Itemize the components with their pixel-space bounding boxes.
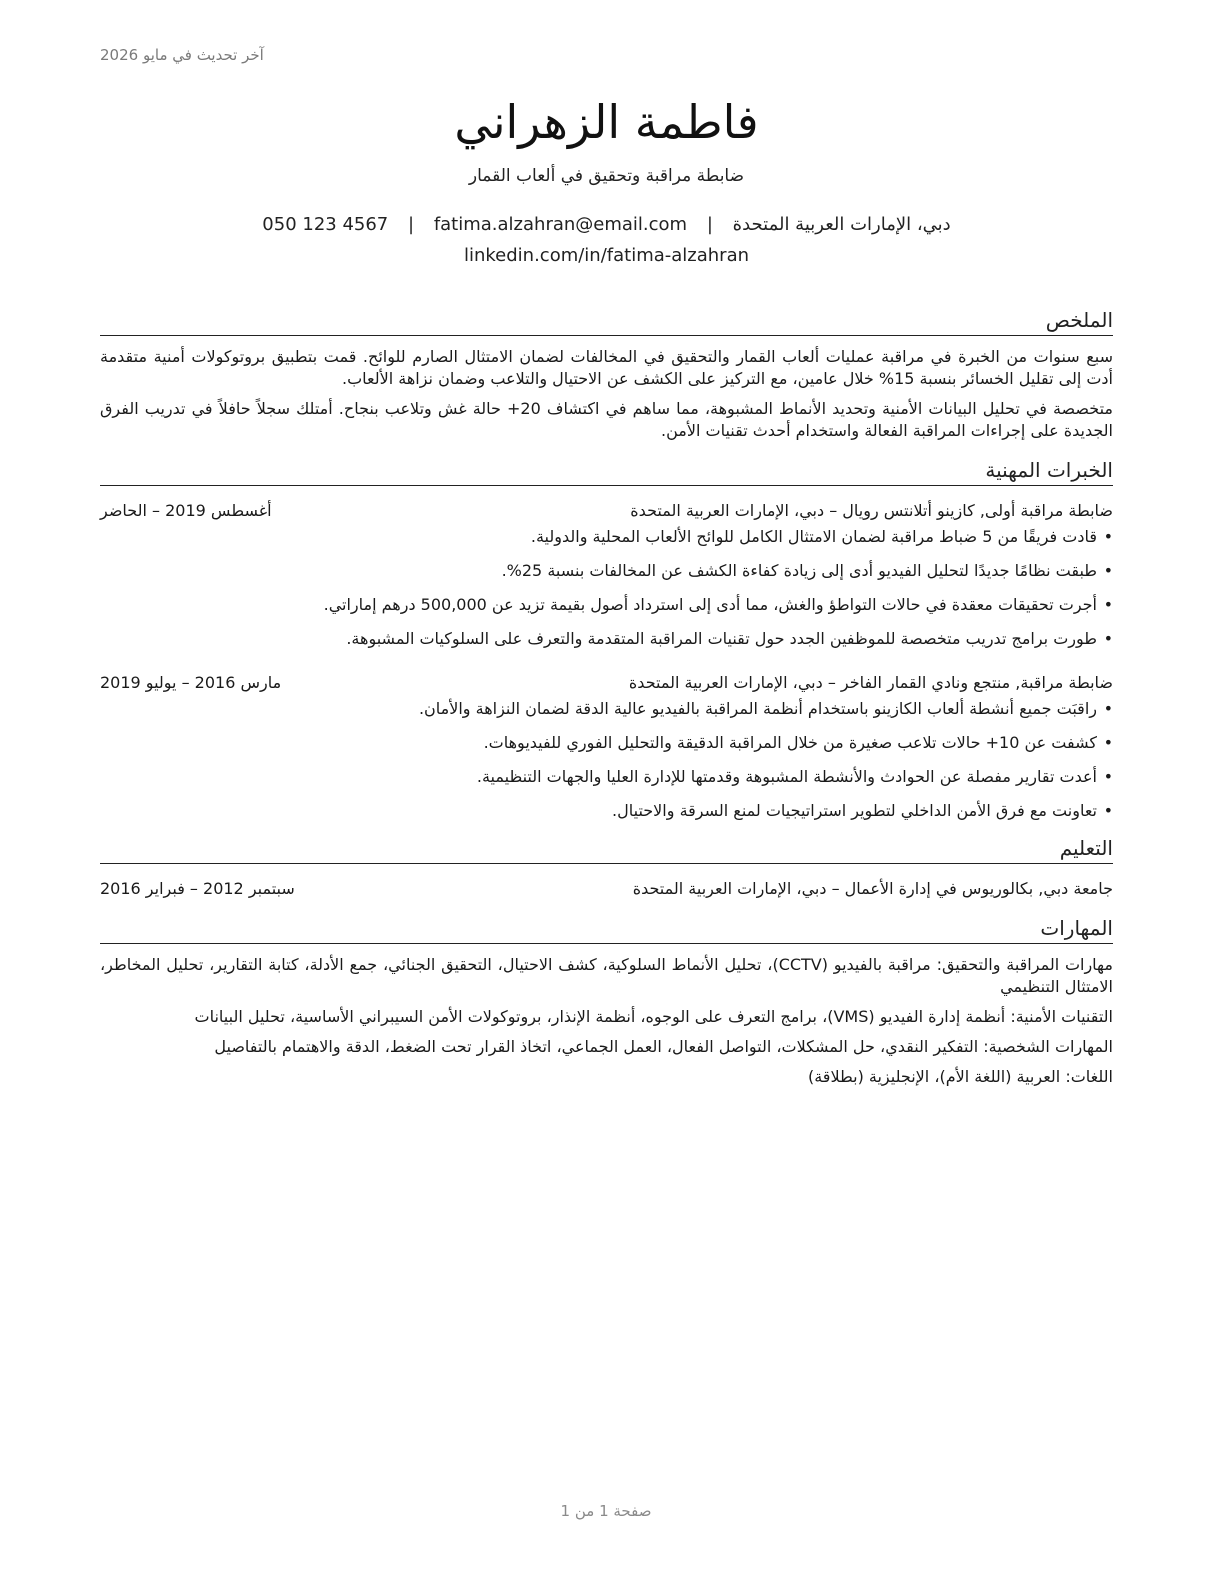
education-section bbox=[100, 834, 1113, 900]
contact-email[interactable]: fatima.alzahran@email.com bbox=[433, 214, 688, 235]
list-item: • طورت برامج تدريب متخصصة للموظفين الجدد حول تقنيات المراقبة المتقدمة والتعرف على السلوكيات المشبوهة. bbox=[100, 628, 1113, 650]
contact-separator: | bbox=[706, 214, 713, 235]
skills-section bbox=[100, 914, 1113, 1088]
list-item: • تعاونت مع فرق الأمن الداخلي لتطوير استراتيجيات لمنع السرقة والاحتيال. bbox=[100, 800, 1113, 822]
job-header bbox=[100, 672, 1113, 694]
list-item: • كشفت عن 10+ حالات تلاعب صغيرة من خلال المراقبة الدقيقة والتحليل الفوري للفيديوهات. bbox=[100, 732, 1113, 754]
job-headline: ضابطة مراقبة وتحقيق في ألعاب القمار bbox=[468, 166, 745, 186]
list-item: • راقبَت جميع أنشطة ألعاب الكازينو باستخدام أنظمة المراقبة بالفيديو عالية الدقة لضمان النزاهة والأمان. bbox=[100, 698, 1113, 720]
skills-line: التقنيات الأمنية: أنظمة إدارة الفيديو (VMS)، برامج التعرف على الوجوه، أنظمة الإنذار، بروتوكولات الأمن السيبراني الأساسية، تحليل البيانات bbox=[194, 1007, 1113, 1026]
contact-line bbox=[100, 214, 1113, 235]
section-title-summary: الملخص bbox=[100, 306, 1113, 336]
job-bullets bbox=[100, 526, 1113, 650]
section-title-skills: المهارات bbox=[100, 914, 1113, 944]
resume-page bbox=[100, 0, 1113, 1088]
summary-paragraph: سبع سنوات من الخبرة في مراقبة عمليات ألعاب القمار والتحقيق في المخالفات لضمان الامتثال الصارم للوائح. قمت بتطبيق بروتوكولات أمنية متقدمة أدت إلى تقليل الخسائر بنسبة 15% خلال عامين، مع التركيز على الكشف عن الاحتيال والتلاعب وضمان نزاهة الألعاب. bbox=[100, 347, 1113, 388]
job-entry bbox=[100, 500, 1113, 650]
skills-line: مهارات المراقبة والتحقيق: مراقبة بالفيديو (CCTV)، تحليل الأنماط السلوكية، كشف الاحتيال، التحقيق الجنائي، جمع الأدلة، كتابة التقارير، تحليل المخاطر، الامتثال التنظيمي bbox=[100, 955, 1114, 996]
list-item: • طبقت نظامًا جديدًا لتحليل الفيديو أدى إلى زيادة كفاءة الكشف عن المخالفات بنسبة 25%. bbox=[100, 560, 1113, 582]
education-heading: جامعة دبي, بكالوريوس في إدارة الأعمال – دبي، الإمارات العربية المتحدة bbox=[632, 879, 1113, 898]
skills-line: المهارات الشخصية: التفكير النقدي، حل المشكلات، التواصل الفعال، العمل الجماعي، اتخاذ القرار تحت الضغط، الدقة والاهتمام بالتفاصيل bbox=[214, 1037, 1113, 1056]
job-dates: مارس 2016 – يوليو 2019 bbox=[100, 673, 282, 692]
job-heading: ضابطة مراقبة أولى, كازينو أتلانتس رويال – دبي، الإمارات العربية المتحدة bbox=[630, 501, 1113, 520]
contact-phone: 050 123 4567 bbox=[262, 214, 389, 235]
job-heading: ضابطة مراقبة, منتجع ونادي القمار الفاخر – دبي، الإمارات العربية المتحدة bbox=[628, 673, 1113, 692]
linkedin-link[interactable]: linkedin.com/in/fatima-alzahran bbox=[463, 245, 750, 266]
job-entry bbox=[100, 672, 1113, 822]
list-item: • أجرت تحقيقات معقدة في حالات التواطؤ والغش، مما أدى إلى استرداد أصول بقيمة تزيد عن 500,000 درهم إماراتي. bbox=[100, 594, 1113, 616]
job-dates: أغسطس 2019 – الحاضر bbox=[100, 501, 272, 520]
candidate-name: فاطمة الزهراني bbox=[454, 95, 759, 149]
section-title-experience: الخبرات المهنية bbox=[100, 456, 1113, 486]
summary-section bbox=[100, 306, 1113, 442]
list-item: • قادت فريقًا من 5 ضباط مراقبة لضمان الامتثال الكامل للوائح الألعاب المحلية والدولية. bbox=[100, 526, 1113, 548]
job-header bbox=[100, 500, 1113, 522]
contact-location: دبي، الإمارات العربية المتحدة bbox=[732, 214, 951, 235]
summary-paragraph: متخصصة في تحليل البيانات الأمنية وتحديد الأنماط المشبوهة، مما ساهم في اكتشاف 20+ حالة غش وتلاعب بنجاح. أمتلك سجلاً حافلاً في تدريب الفرق الجديدة على إجراءات المراقبة الفعالة واستخدام أحدث تقنيات الأمن. bbox=[100, 399, 1113, 440]
job-bullets bbox=[100, 698, 1113, 822]
education-dates: سبتمبر 2012 – فبراير 2016 bbox=[100, 879, 295, 898]
skills-line: اللغات: العربية (اللغة الأم)، الإنجليزية (بطلاقة) bbox=[807, 1067, 1113, 1086]
page-number: صفحة 1 من 1 bbox=[560, 1502, 652, 1520]
contact-separator: | bbox=[408, 214, 415, 235]
experience-section bbox=[100, 456, 1113, 822]
last-updated-note: آخر تحديث في مايو 2026 bbox=[100, 46, 264, 64]
section-title-education: التعليم bbox=[100, 834, 1113, 864]
list-item: • أعدت تقارير مفصلة عن الحوادث والأنشطة المشبوهة وقدمتها للإدارة العليا والجهات التنظيمية. bbox=[100, 766, 1113, 788]
education-entry bbox=[100, 878, 1113, 900]
